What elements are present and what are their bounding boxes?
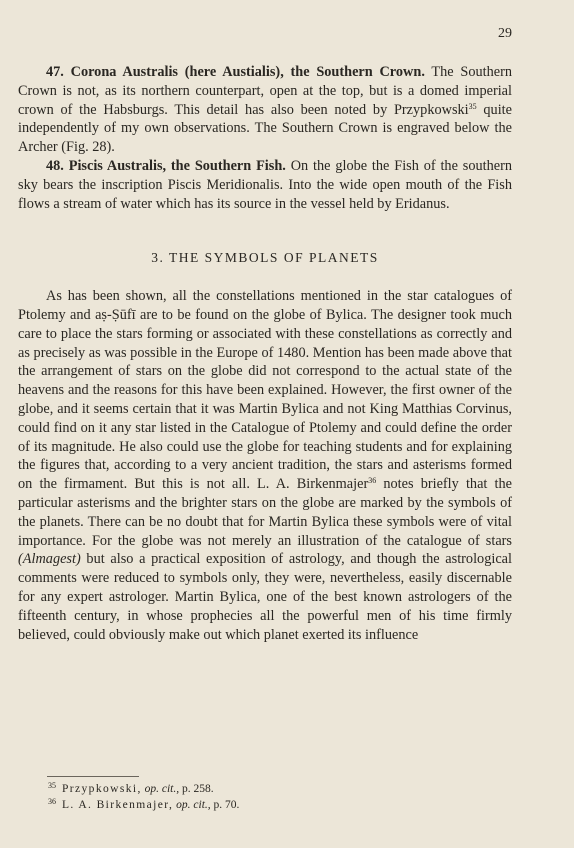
footnote-36 <box>48 797 508 813</box>
section-heading: 3. THE SYMBOLS OF PLANETS <box>151 250 379 266</box>
footnote-author: L. A. Birkenmajer, <box>62 799 174 811</box>
body-part-1: As has been shown, all the constellations mentioned in the star catalogues of Ptolemy and aṣ-Ṣūfī are to be found on the globe of Bylica. The designer took much care to place the stars forming or associated with these constellations as correctly and as precisely as was possible in the Europe of 1480. Mention has been made above that the arrangement of stars on the globe did not correspond to the actual state of the heavens and the reasons for this have been explained. However, the first owner of the globe, and it seems certain that it was Martin Bylica and not King Matthias Corvinus, could find on it any star listed in the Catalogue of Ptolemy and could define the order of its magnitude. He also could use the globe for teaching students and for explaining the figures that, according to a very ancient tradition, the stars and asterisms formed on the firmament. But this is not all. L. A. Birkenmajer <box>18 288 512 493</box>
footnotes <box>48 781 508 813</box>
entry-47-heading: 47. Corona Australis (here Austialis), the Southern Crown. <box>46 64 425 80</box>
footnote-author: Przypkowski, <box>62 783 142 795</box>
body-part-3: but also a practical exposition of astrology, and though the astrological comments were reduced to symbols only, they were, nevertheless, easily discernable for any expert astrologer. Martin Bylica, one of the best known astrologers of the fifteenth century, in whose prophecies all the powerful men of his time firmly believed, could obviously make out which planet exerted its influence <box>18 551 512 643</box>
footnote-ref-36: 36 <box>368 476 377 486</box>
entry-48-text: On the globe the Fish of the southern sky bears the inscription Piscis Meridionalis. Into the wide open mouth of the Fish flows a stream of water which has its source in the vessel held by Eridanus. <box>18 157 513 212</box>
entry-48 <box>18 157 512 213</box>
body-part-2: notes briefly that the particular asterisms and the brighter stars on the globe are marked by the symbols of the planets. There can be no doubt that for Martin Bylica these symbols were of vital importance. For the globe was not merely an illustration of the catalogue of stars <box>18 476 512 549</box>
footnote-page: p. 258. <box>179 783 214 795</box>
entry-48-heading: 48. Piscis Australis, the Southern Fish. <box>46 157 286 174</box>
footnote-35 <box>48 781 508 797</box>
footnote-mark: 35 <box>48 781 56 790</box>
footnote-divider <box>47 776 139 777</box>
entry-47-text-a: The Southern Crown is not, as its northern counterpart, open at the top, but is a domed imperial crown of the Habsburgs. This detail has also been noted by Przypkowski <box>18 64 513 118</box>
page-number: 29 <box>498 26 512 41</box>
footnote-page: p. 70. <box>210 799 240 811</box>
entry-47-text-b: quite independently of my own observations. The Southern Crown is engraved below the Archer (Fig. 28). <box>18 101 512 156</box>
footnote-mark: 36 <box>48 797 56 806</box>
entry-47 <box>18 63 512 157</box>
footnote-op-cit: op. cit., <box>144 783 180 795</box>
page-content <box>18 63 512 644</box>
footnote-op-cit: op. cit., <box>176 799 211 811</box>
almagest-italic: (Almagest) <box>18 551 81 568</box>
body-paragraph <box>18 287 512 644</box>
footnote-ref-35: 35 <box>468 101 477 111</box>
